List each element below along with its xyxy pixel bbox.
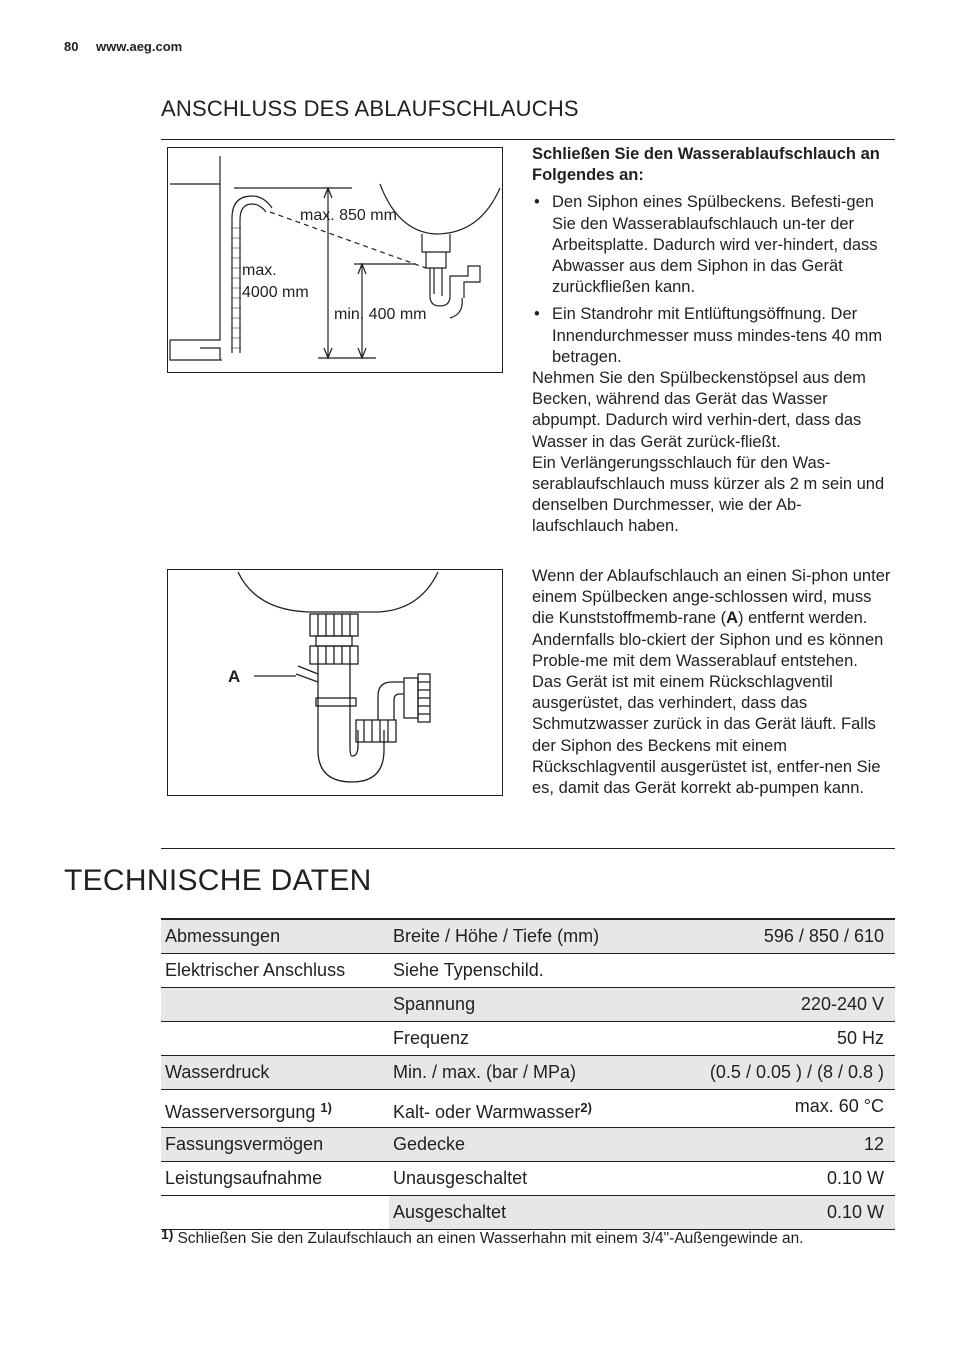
table-cell (161, 988, 389, 1022)
connection-options-list (532, 192, 892, 368)
table-cell: Abmessungen (161, 919, 389, 954)
table-cell: 50 Hz (836, 1028, 884, 1048)
membrane-label-a: A (726, 609, 739, 628)
website-url[interactable]: www.aeg.com (96, 39, 183, 54)
membrane-text-a: Wenn der Ablaufschlauch an einen Si-phon unter einem Spülbecken ange-schlossen wird, muss die Kunststoffmemb-rane ( (532, 567, 891, 628)
table-cell: max. 60 °C (794, 1096, 884, 1116)
cell-text: Kalt- oder Warmwasser (393, 1102, 581, 1122)
extension-hose-paragraph: Ein Verlängerungsschlauch für den Was-serablaufschlauch muss kürzer als 2 m sein und denselben Durchmesser, wie der Ab-laufschlauch haben. (532, 453, 885, 536)
footnote-ref: 1) (320, 1100, 332, 1115)
sink-plug-paragraph: Nehmen Sie den Spülbeckenstöpsel aus dem Becken, während das Gerät das Wasser abpumpt. Dadurch wird verhin-dert, dass das Wasser in das Gerät zurück-fließt. (532, 369, 866, 451)
table-cell: Gedecke (389, 1128, 697, 1162)
footnote-ref: 2) (580, 1100, 592, 1115)
drain-hose-height-figure (167, 147, 503, 373)
table-cell: Elektrischer Anschluss (165, 960, 346, 980)
list-item: • Ein Standrohr mit Entlüftungsöffnung. Der Innendurchmesser muss mindes-tens 40 mm betragen. (532, 304, 892, 368)
check-valve-paragraph: Das Gerät ist mit einem Rückschlagventil ausgerüstet, das verhindert, dass das Schmutzwasser zurück in das Gerät läuft. Falls der Siphon des Beckens mit einem Rückschlagventil ausgerüstet ist, entfer-nen Sie es, damit das Gerät korrekt ab-pumpen kann. (532, 673, 881, 798)
table-row (161, 954, 895, 988)
table-cell: Spannung (389, 988, 697, 1022)
section-divider-top (161, 139, 895, 140)
table-cell (161, 1196, 389, 1230)
table-cell: Ausgeschaltet (389, 1196, 697, 1230)
siphon-membrane-figure (167, 569, 503, 796)
section-divider-bottom (161, 848, 895, 849)
table-cell: Fassungsvermögen (161, 1128, 389, 1162)
table-cell: Unausgeschaltet (393, 1168, 528, 1188)
table-cell (389, 1090, 697, 1128)
table-cell (161, 1022, 389, 1056)
table-cell: Breite / Höhe / Tiefe (mm) (389, 919, 697, 954)
footnote (161, 1226, 804, 1248)
section-title-technical-data: TECHNISCHE DATEN (64, 864, 372, 897)
table-cell: 0.10 W (826, 1168, 884, 1188)
label-max-4000-b: 4000 mm (242, 284, 309, 301)
cell-text: Wasserversorgung (165, 1102, 316, 1122)
footnote-text: Schließen Sie den Zulaufschlauch an einen Wasserhahn mit einem 3/4"-Außengewinde an. (177, 1230, 804, 1247)
table-row (161, 1128, 895, 1162)
table-row (161, 1022, 895, 1056)
table-row (161, 988, 895, 1022)
table-cell: 12 (697, 1128, 895, 1162)
table-cell: 220-240 V (697, 988, 895, 1022)
label-max-850: max. 850 mm (300, 207, 397, 224)
table-cell: Wasserdruck (161, 1056, 389, 1090)
technical-data-table (161, 918, 895, 1230)
list-item: • Den Siphon eines Spülbeckens. Befesti-gen Sie den Wasserablaufschlauch un-ter der Arbeitsplatte. Dadurch wird ver-hindert, dass Abwasser aus dem Siphon in das Gerät zurückfließen kann. (532, 192, 892, 298)
table-cell (697, 954, 895, 988)
table-row (161, 1162, 895, 1196)
table-row (161, 1196, 895, 1230)
instructions-lead: Schließen Sie den Wasserablaufschlauch an Folgendes an: (532, 145, 880, 185)
table-row (161, 919, 895, 954)
footnote-mark: 1) (161, 1226, 174, 1242)
table-cell: Siehe Typenschild. (393, 960, 544, 980)
table-cell: Leistungsaufnahme (165, 1168, 323, 1188)
table-cell (161, 1090, 389, 1128)
table-row (161, 1090, 895, 1128)
page-number: 80 (64, 39, 79, 54)
section-title-drain-hose: ANSCHLUSS DES ABLAUFSCHLAUCHS (161, 96, 579, 121)
table-cell: 0.10 W (697, 1196, 895, 1230)
label-a: A (228, 667, 241, 686)
table-cell: Min. / max. (bar / MPa) (389, 1056, 697, 1090)
table-cell: 596 / 850 / 610 (697, 919, 895, 954)
membrane-paragraph (532, 566, 892, 672)
siphon-membrane-instructions (532, 566, 892, 799)
table-row (161, 1056, 895, 1090)
table-cell: Frequenz (393, 1028, 470, 1048)
label-max-4000-a: max. (242, 262, 277, 279)
drain-hose-instructions (532, 144, 892, 538)
table-cell: (0.5 / 0.05 ) / (8 / 0.8 ) (697, 1056, 895, 1090)
label-min-400: min. 400 mm (334, 306, 427, 323)
membrane-text-b: ) entfernt werden. Andernfalls blo-ckiert der Siphon und es können Proble-me mit dem Wasserablauf entstehen. (532, 609, 884, 670)
